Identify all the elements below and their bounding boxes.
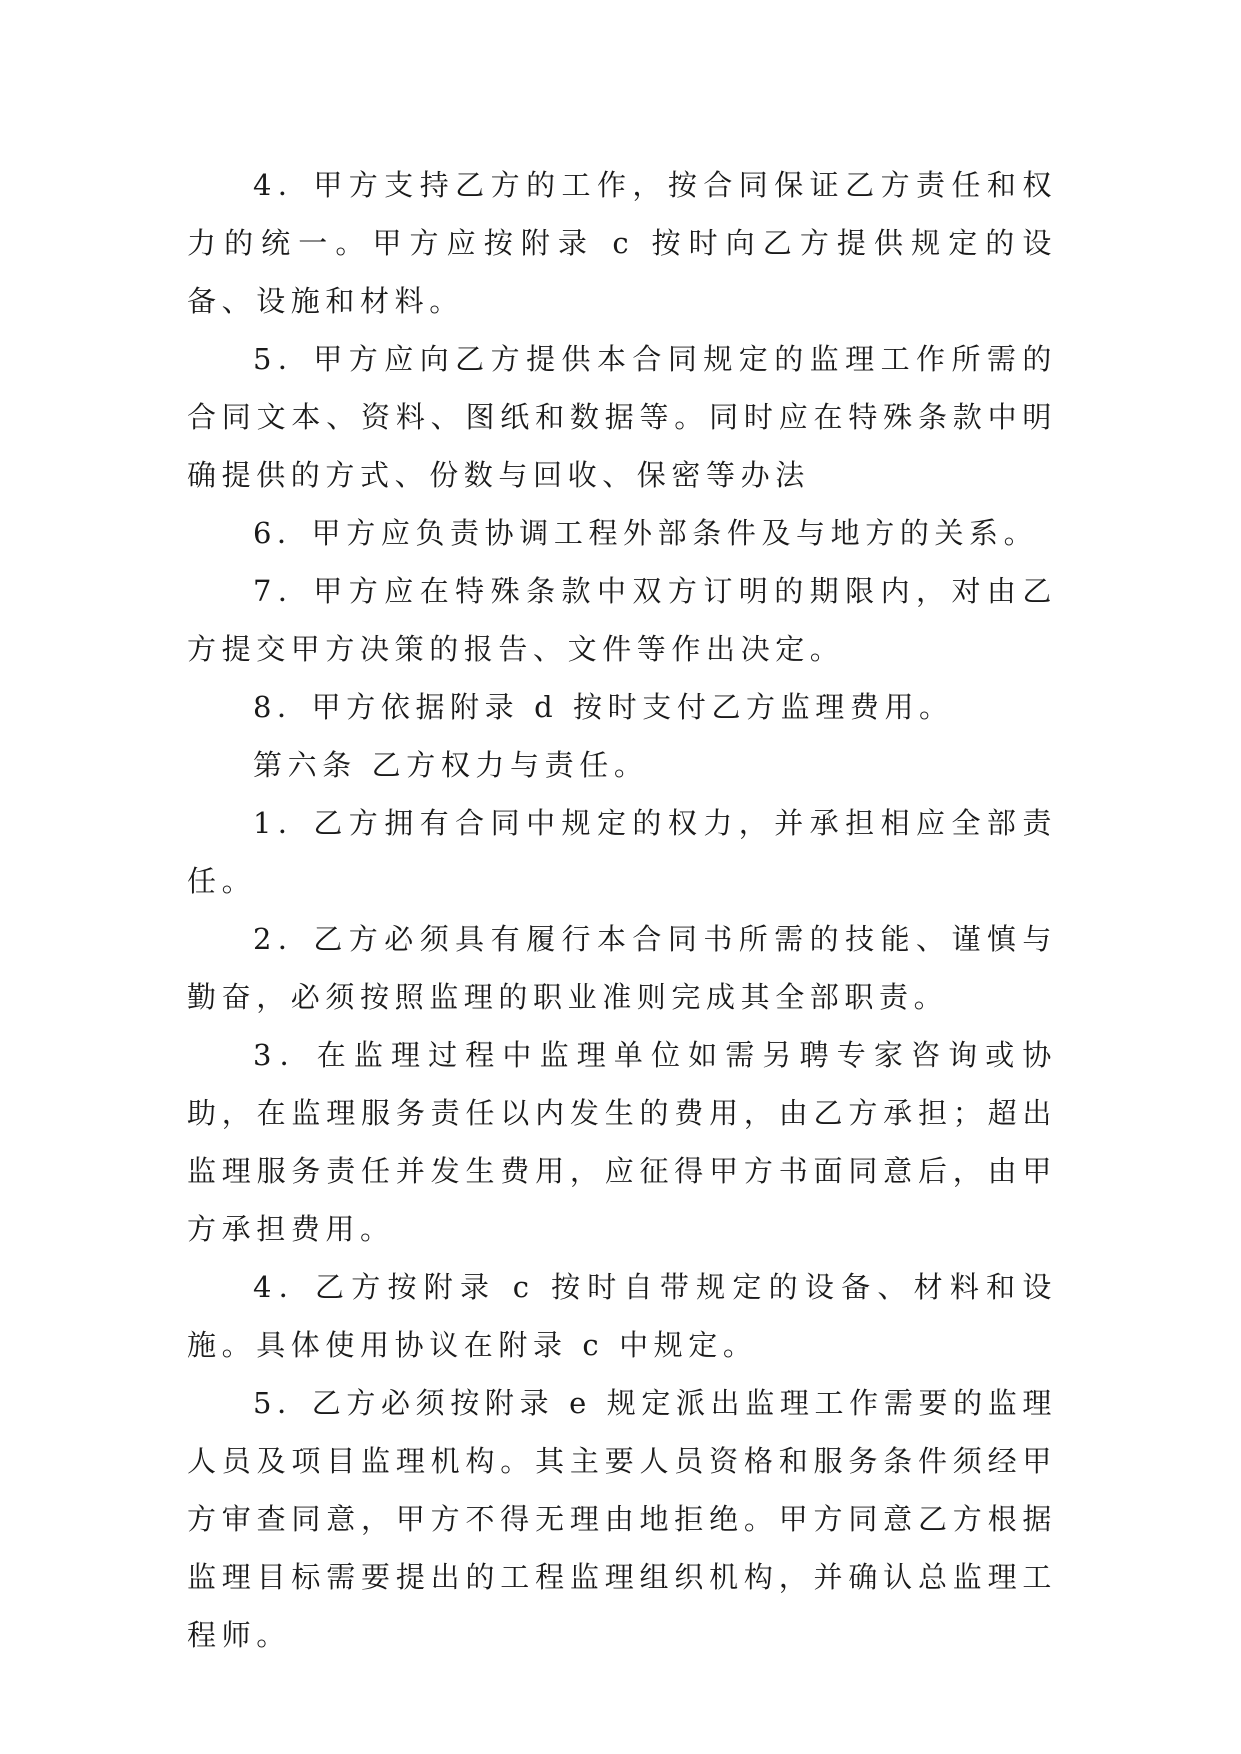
paragraph-party-b-4: 4．乙方按附录 c 按时自带规定的设备、材料和设施。具体使用协议在附录 c 中规定。 xyxy=(187,1270,1057,1362)
paragraph-party-a-8: 8．甲方依据附录 d 按时支付乙方监理费用。 xyxy=(253,690,954,724)
paragraph-party-b-3: 3．在监理过程中监理单位如需另聘专家咨询或协助，在监理服务责任以内发生的费用，由乙方承担；超出监理服务责任并发生费用，应征得甲方书面同意后，由甲方承担费用。 xyxy=(187,1038,1057,1246)
paragraph-party-b-2: 2．乙方必须具有履行本合同书所需的技能、谨慎与勤奋，必须按照监理的职业准则完成其全部职责。 xyxy=(187,922,1057,1014)
paragraph-party-a-4: 4．甲方支持乙方的工作，按合同保证乙方责任和权力的统一。甲方应按附录 c 按时向乙方提供规定的设备、设施和材料。 xyxy=(187,168,1057,318)
paragraph-party-b-1: 1．乙方拥有合同中规定的权力，并承担相应全部责任。 xyxy=(187,806,1057,898)
article-six-heading: 第六条 乙方权力与责任。 xyxy=(253,748,649,782)
document-body xyxy=(187,156,1057,1664)
paragraph-party-b-5: 5．乙方必须按附录 e 规定派出监理工作需要的监理人员及项目监理机构。其主要人员资格和服务条件须经甲方审查同意，甲方不得无理由地拒绝。甲方同意乙方根据监理目标需要提出的工程监理组织机构，并确认总监理工程师。 xyxy=(187,1386,1057,1652)
paragraph-party-a-5: 5．甲方应向乙方提供本合同规定的监理工作所需的合同文本、资料、图纸和数据等。同时应在特殊条款中明确提供的方式、份数与回收、保密等办法 xyxy=(187,342,1057,492)
paragraph-party-a-7: 7．甲方应在特殊条款中双方订明的期限内，对由乙方提交甲方决策的报告、文件等作出决定。 xyxy=(187,574,1057,666)
paragraph-party-a-6: 6．甲方应负责协调工程外部条件及与地方的关系。 xyxy=(253,516,1039,550)
